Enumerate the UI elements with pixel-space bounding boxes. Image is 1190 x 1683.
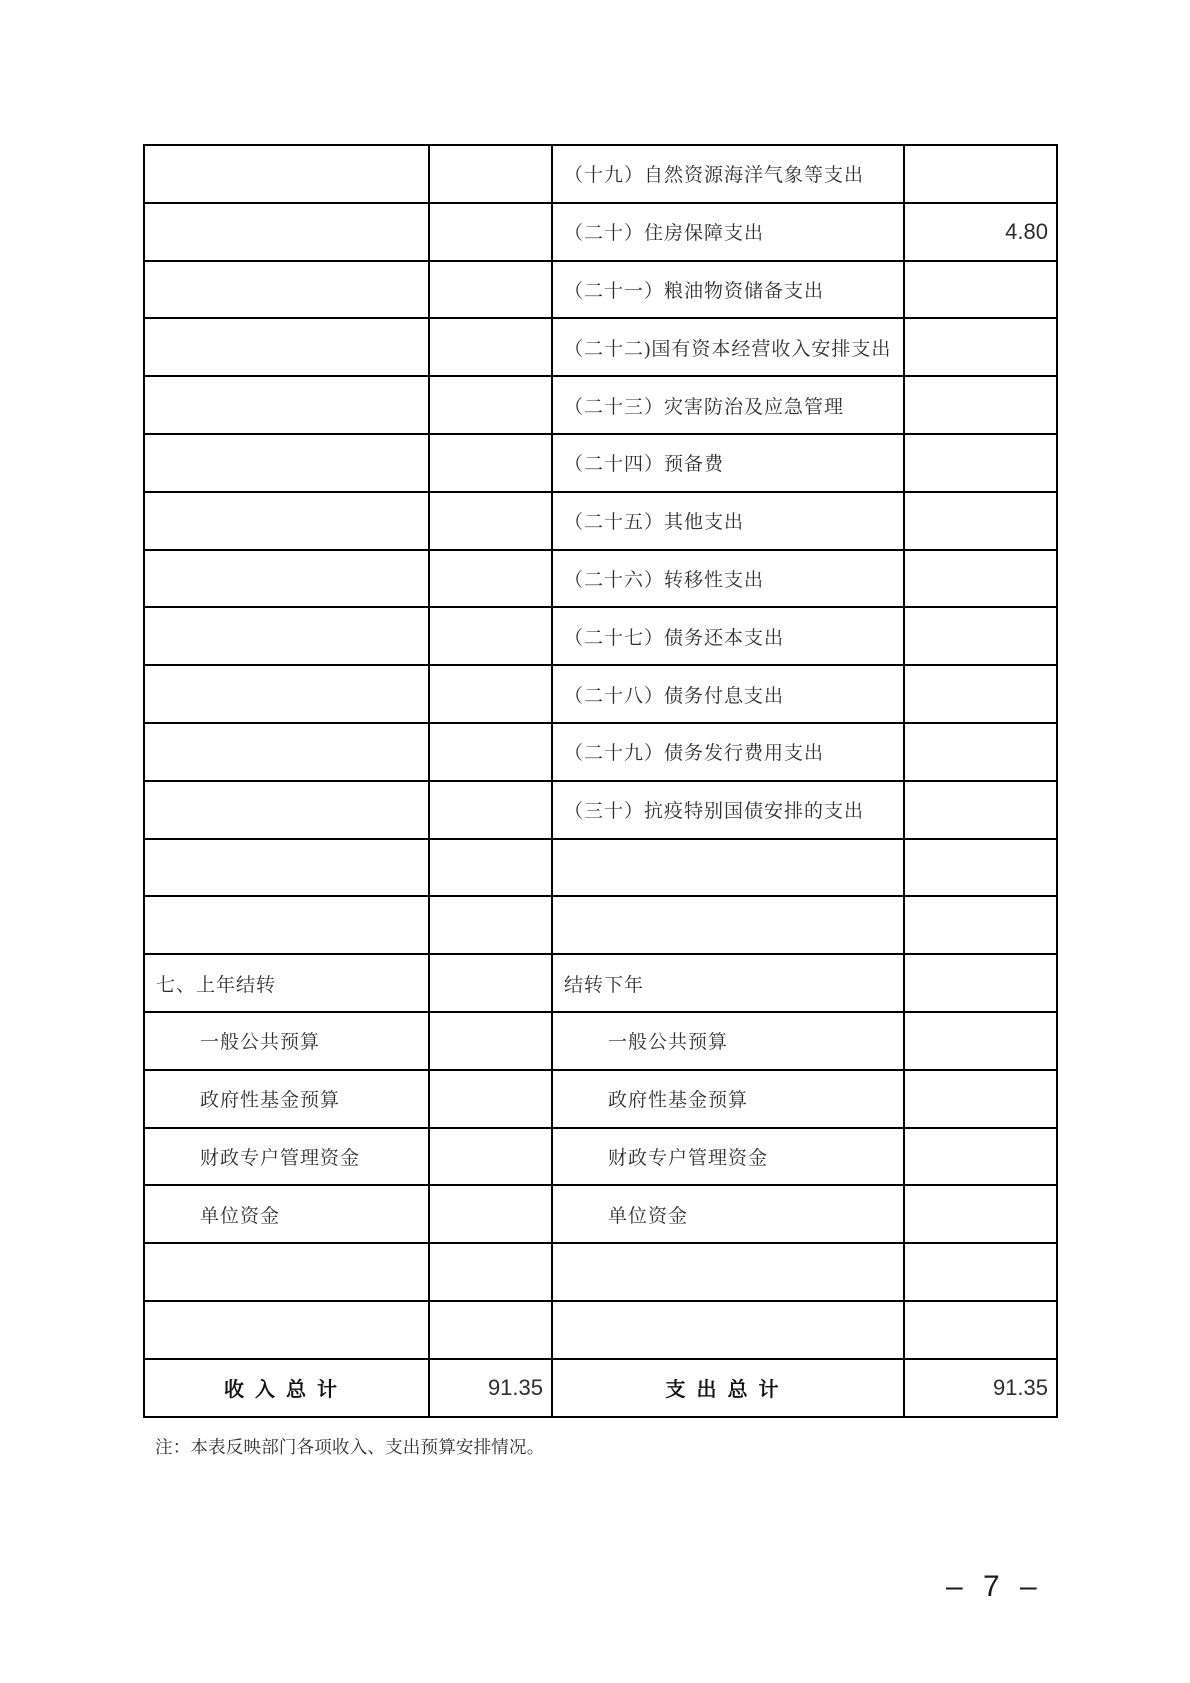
table-row (144, 607, 1057, 665)
table-note: 注：本表反映部门各项收入、支出预算安排情况。 (155, 1437, 545, 1457)
table-row (144, 434, 1057, 492)
table-row (144, 1070, 1057, 1128)
table-row (144, 145, 1057, 203)
total-row (144, 1359, 1057, 1417)
income-item-cell (144, 1301, 429, 1359)
expense-item-cell: 一般公共预算 (552, 1012, 904, 1070)
income-amount-cell (429, 665, 552, 723)
table-row (144, 1185, 1057, 1243)
income-amount-cell (429, 203, 552, 261)
income-amount-cell (429, 1185, 552, 1243)
expense-item-cell: 财政专户管理资金 (552, 1128, 904, 1186)
expense-item-cell: （二十九）债务发行费用支出 (552, 723, 904, 781)
expense-amount-cell (904, 954, 1057, 1012)
expense-amount-cell (904, 376, 1057, 434)
income-item-cell (144, 839, 429, 897)
expense-item-cell: （二十三）灾害防治及应急管理 (552, 376, 904, 434)
page-number: – 7 – (946, 1570, 1043, 1603)
income-item-cell: 财政专户管理资金 (144, 1128, 429, 1186)
expense-item-cell: （二十一）粮油物资储备支出 (552, 261, 904, 319)
income-item-cell (144, 434, 429, 492)
table-row (144, 203, 1057, 261)
income-amount-cell (429, 607, 552, 665)
income-amount-cell (429, 723, 552, 781)
expense-item-cell: （十九）自然资源海洋气象等支出 (552, 145, 904, 203)
income-item-cell (144, 145, 429, 203)
expense-amount-cell (904, 607, 1057, 665)
table-row (144, 1128, 1057, 1186)
expense-amount-cell (904, 896, 1057, 954)
income-item-cell (144, 492, 429, 550)
income-amount-cell (429, 492, 552, 550)
income-amount-cell (429, 1301, 552, 1359)
expense-amount-cell (904, 723, 1057, 781)
income-amount-cell (429, 1243, 552, 1301)
income-amount-cell: 91.35 (429, 1359, 552, 1417)
expense-amount-cell (904, 434, 1057, 492)
expense-amount-cell (904, 1012, 1057, 1070)
income-item-cell: 单位资金 (144, 1185, 429, 1243)
expense-item-cell: 单位资金 (552, 1185, 904, 1243)
table-row (144, 896, 1057, 954)
income-item-cell: 一般公共预算 (144, 1012, 429, 1070)
income-item-cell (144, 376, 429, 434)
table-row (144, 550, 1057, 608)
expense-amount-cell (904, 1185, 1057, 1243)
income-amount-cell (429, 954, 552, 1012)
expense-item-cell: （二十二)国有资本经营收入安排支出 (552, 318, 904, 376)
table-row (144, 376, 1057, 434)
table-row (144, 492, 1057, 550)
expense-amount-cell (904, 839, 1057, 897)
income-amount-cell (429, 896, 552, 954)
income-amount-cell (429, 434, 552, 492)
expense-item-cell: 政府性基金预算 (552, 1070, 904, 1128)
expense-amount-cell: 91.35 (904, 1359, 1057, 1417)
income-item-cell (144, 665, 429, 723)
budget-table (143, 144, 1058, 1418)
expense-amount-cell (904, 665, 1057, 723)
expense-item-cell (552, 839, 904, 897)
expense-amount-cell (904, 261, 1057, 319)
expense-item-cell: （三十）抗疫特别国债安排的支出 (552, 781, 904, 839)
expense-item-cell: （二十六）转移性支出 (552, 550, 904, 608)
expense-item-cell (552, 1301, 904, 1359)
budget-table-body (144, 145, 1057, 1417)
expense-item-cell: （二十）住房保障支出 (552, 203, 904, 261)
income-item-cell: 收入总计 (144, 1359, 429, 1417)
income-item-cell (144, 261, 429, 319)
expense-item-cell: 结转下年 (552, 954, 904, 1012)
table-row (144, 1301, 1057, 1359)
expense-amount-cell (904, 1070, 1057, 1128)
income-item-cell (144, 550, 429, 608)
table-row (144, 839, 1057, 897)
income-item-cell: 政府性基金预算 (144, 1070, 429, 1128)
income-amount-cell (429, 1070, 552, 1128)
table-row (144, 1012, 1057, 1070)
table-row (144, 665, 1057, 723)
income-amount-cell (429, 781, 552, 839)
expense-amount-cell (904, 492, 1057, 550)
table-row (144, 261, 1057, 319)
income-amount-cell (429, 261, 552, 319)
income-item-cell (144, 1243, 429, 1301)
income-amount-cell (429, 839, 552, 897)
income-amount-cell (429, 1012, 552, 1070)
table-row (144, 318, 1057, 376)
table-row (144, 954, 1057, 1012)
income-item-cell (144, 607, 429, 665)
income-amount-cell (429, 145, 552, 203)
expense-item-cell: 支出总计 (552, 1359, 904, 1417)
income-amount-cell (429, 1128, 552, 1186)
table-row (144, 723, 1057, 781)
expense-amount-cell (904, 1301, 1057, 1359)
income-item-cell: 七、上年结转 (144, 954, 429, 1012)
expense-amount-cell (904, 318, 1057, 376)
expense-item-cell (552, 896, 904, 954)
expense-amount-cell (904, 550, 1057, 608)
expense-item-cell: （二十五）其他支出 (552, 492, 904, 550)
expense-amount-cell: 4.80 (904, 203, 1057, 261)
expense-item-cell: （二十八）债务付息支出 (552, 665, 904, 723)
income-item-cell (144, 203, 429, 261)
expense-item-cell: （二十四）预备费 (552, 434, 904, 492)
income-item-cell (144, 318, 429, 376)
income-amount-cell (429, 318, 552, 376)
expense-item-cell (552, 1243, 904, 1301)
expense-amount-cell (904, 1243, 1057, 1301)
expense-amount-cell (904, 145, 1057, 203)
income-item-cell (144, 781, 429, 839)
income-item-cell (144, 723, 429, 781)
income-item-cell (144, 896, 429, 954)
income-amount-cell (429, 550, 552, 608)
expense-amount-cell (904, 781, 1057, 839)
expense-item-cell: （二十七）债务还本支出 (552, 607, 904, 665)
table-row (144, 1243, 1057, 1301)
expense-amount-cell (904, 1128, 1057, 1186)
income-amount-cell (429, 376, 552, 434)
table-row (144, 781, 1057, 839)
